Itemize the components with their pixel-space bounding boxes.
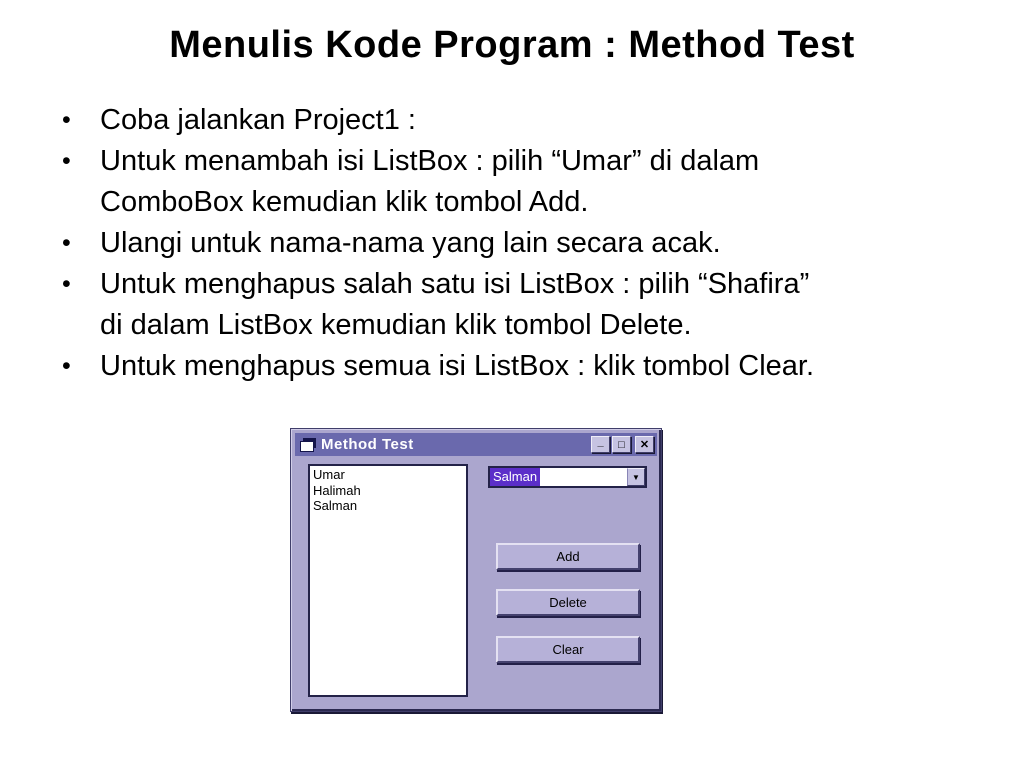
- page-title: Menulis Kode Program : Method Test: [169, 24, 855, 66]
- minimize-icon: _: [597, 435, 604, 448]
- listbox-item[interactable]: Salman: [313, 498, 358, 513]
- list-item: [62, 346, 982, 387]
- list-item: [62, 223, 982, 264]
- close-button[interactable]: [635, 436, 654, 453]
- list-item: [62, 100, 982, 141]
- maximize-icon: □: [618, 438, 625, 451]
- window-title: Method Test: [321, 436, 414, 453]
- bullet-icon: •: [62, 270, 71, 298]
- titlebar[interactable]: [295, 433, 657, 456]
- combobox-selected-value: Salman: [490, 468, 540, 486]
- bullet-text: Ulangi untuk nama-nama yang lain secara acak.: [100, 227, 721, 259]
- minimize-button[interactable]: [591, 436, 610, 453]
- list-item: [62, 264, 982, 305]
- list-item: [62, 141, 982, 182]
- bullet-text-continuation: ComboBox kemudian klik tombol Add.: [100, 186, 589, 218]
- names-listbox[interactable]: [308, 464, 468, 697]
- add-button[interactable]: Add: [496, 543, 640, 570]
- listbox-item[interactable]: Halimah: [313, 482, 361, 498]
- bullet-icon: •: [62, 352, 71, 380]
- window-controls: [589, 436, 654, 453]
- names-combobox[interactable]: [488, 466, 647, 488]
- clear-button[interactable]: Clear: [496, 636, 640, 663]
- bullet-text: Untuk menambah isi ListBox : pilih “Umar” di dalam: [100, 145, 760, 177]
- combobox-dropdown-button[interactable]: [627, 468, 645, 486]
- close-icon: ✕: [639, 439, 650, 451]
- method-test-window: [290, 428, 662, 712]
- bullet-icon: •: [62, 147, 71, 175]
- bullet-icon: •: [62, 106, 71, 134]
- vb-form-icon: [300, 438, 316, 452]
- bullet-text: Coba jalankan Project1 :: [100, 104, 416, 136]
- bullet-text: Untuk menghapus salah satu isi ListBox : pilih “Shafira”: [100, 268, 810, 300]
- chevron-down-icon: ▼: [632, 472, 640, 482]
- delete-button[interactable]: Delete: [496, 589, 640, 616]
- bullet-icon: •: [62, 229, 71, 257]
- maximize-button[interactable]: [612, 436, 631, 453]
- bullet-text-continuation: di dalam ListBox kemudian klik tombol Delete.: [100, 309, 692, 341]
- bullet-text: Untuk menghapus semua isi ListBox : klik tombol Clear.: [100, 350, 815, 382]
- listbox-item[interactable]: Umar: [313, 467, 345, 482]
- bullet-list: [62, 100, 982, 387]
